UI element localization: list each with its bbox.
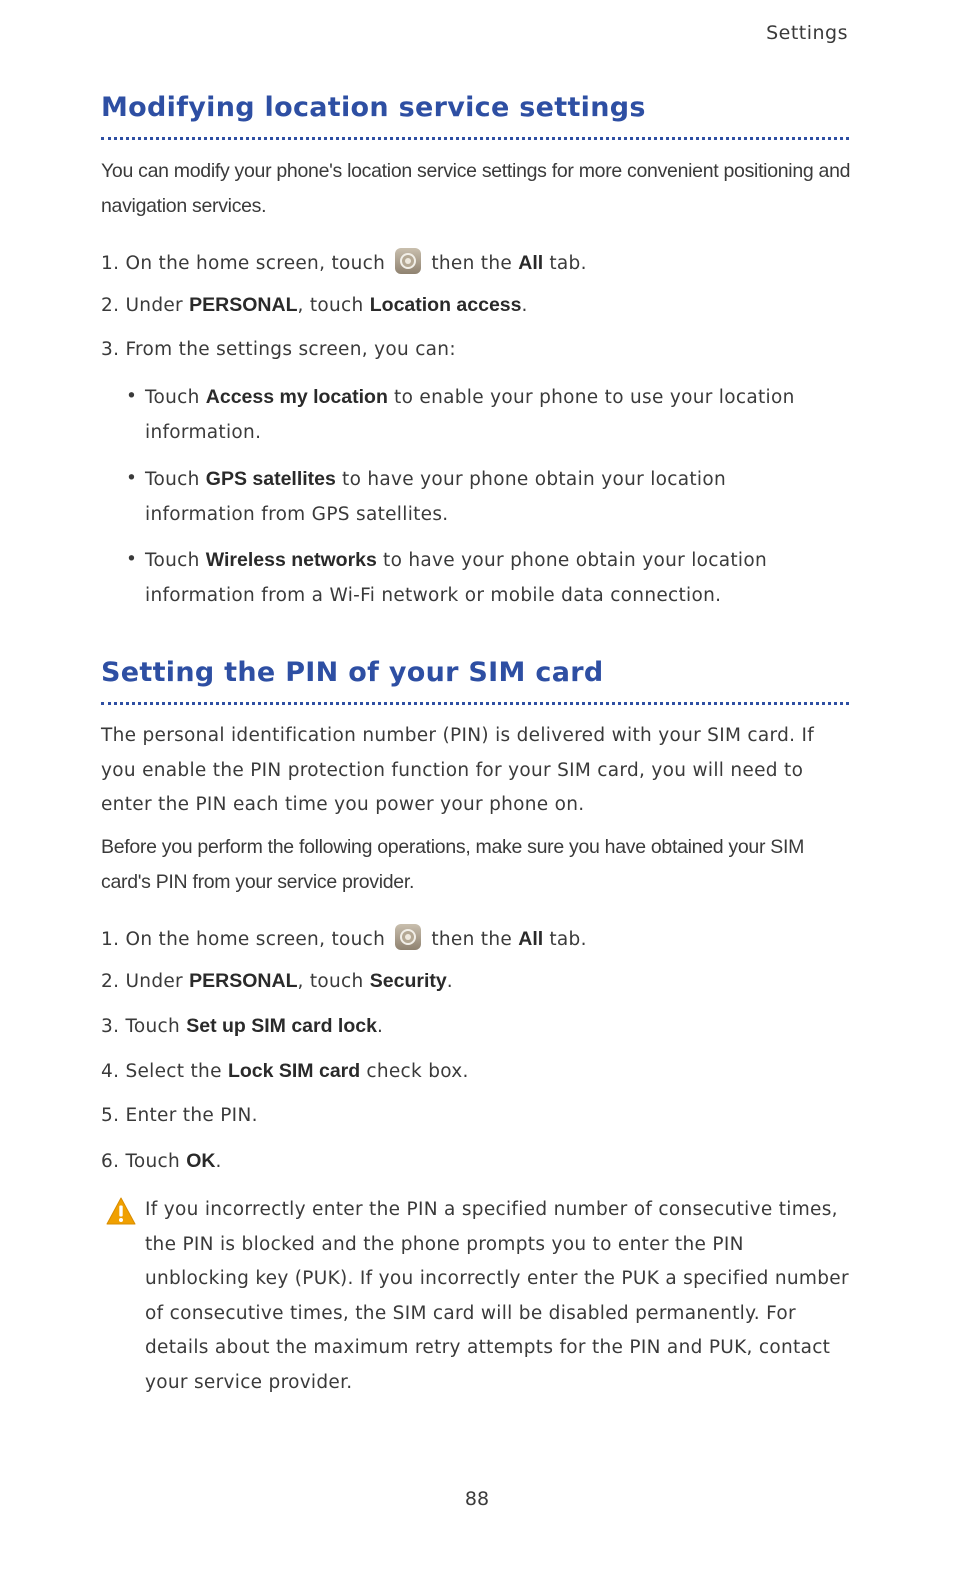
step-item: 6. Touch OK. bbox=[101, 1150, 222, 1172]
step-item: 2. Under PERSONAL, touch Location access. bbox=[101, 294, 528, 316]
intro-paragraph: You can modify your phone's location service settings for more convenient positioning and navigation services. bbox=[101, 160, 851, 217]
step-item: 5. Enter the PIN. bbox=[101, 1105, 258, 1126]
list-item: • Touch Wireless networks to have your phone obtain your location information from a Wi-Fi network or mobile data connection. bbox=[126, 543, 806, 613]
running-header: Settings bbox=[766, 22, 848, 44]
bullet-dot: • bbox=[126, 468, 138, 489]
step-item: 1. On the home screen, touch then the All tab. bbox=[101, 924, 587, 952]
warning-text: If you incorrectly enter the PIN a specified number of consecutive times, the PIN is blocked and the phone prompts you to enter the PIN unblocking key (PUK). If you incorrectly enter the PUK a specified number of consecutive times, the SIM card will be disabled permanently. For details about the maximum retry attempts for the PIN and PUK, contact your service provider. bbox=[145, 1199, 849, 1393]
step-item: 3. From the settings screen, you can: bbox=[101, 339, 456, 360]
step-item: 4. Select the Lock SIM card check box. bbox=[101, 1060, 469, 1082]
list-item: • Touch GPS satellites to have your phone obtain your location information from GPS satellites. bbox=[126, 462, 841, 532]
section-title: Setting the PIN of your SIM card bbox=[101, 657, 604, 688]
dotted-divider bbox=[101, 137, 849, 140]
pin-intro bbox=[101, 719, 851, 823]
dotted-divider bbox=[101, 702, 849, 705]
body-paragraph: The personal identification number (PIN) is delivered with your SIM card. If you enable the PIN protection function for your SIM card, you will need to enter the PIN each time you power your phone on. bbox=[101, 725, 815, 815]
pin-section bbox=[101, 657, 851, 705]
location-section bbox=[101, 92, 851, 140]
warning-note bbox=[101, 1193, 851, 1400]
step-item: 2. Under PERSONAL, touch Security. bbox=[101, 970, 453, 992]
warning-triangle-icon bbox=[106, 1197, 136, 1225]
bullet-dot: • bbox=[126, 549, 138, 570]
pin-steps bbox=[101, 924, 851, 1184]
bullet-dot: • bbox=[126, 386, 138, 407]
settings-gear-icon bbox=[395, 924, 421, 950]
step-item: 1. On the home screen, touch then the All tab. bbox=[101, 248, 587, 276]
list-item: • Touch Access my location to enable your phone to use your location information. bbox=[126, 380, 826, 450]
pin-prerequisite bbox=[101, 830, 851, 900]
location-options bbox=[101, 380, 851, 620]
body-paragraph: Before you perform the following operations, make sure you have obtained your SIM card's PIN from your service provider. bbox=[101, 836, 805, 893]
settings-gear-icon bbox=[395, 248, 421, 274]
step-item: 3. Touch Set up SIM card lock. bbox=[101, 1015, 384, 1037]
page-number: 88 bbox=[464, 1488, 490, 1510]
section-title: Modifying location service settings bbox=[101, 92, 646, 123]
location-steps bbox=[101, 248, 851, 368]
location-intro bbox=[101, 154, 851, 224]
